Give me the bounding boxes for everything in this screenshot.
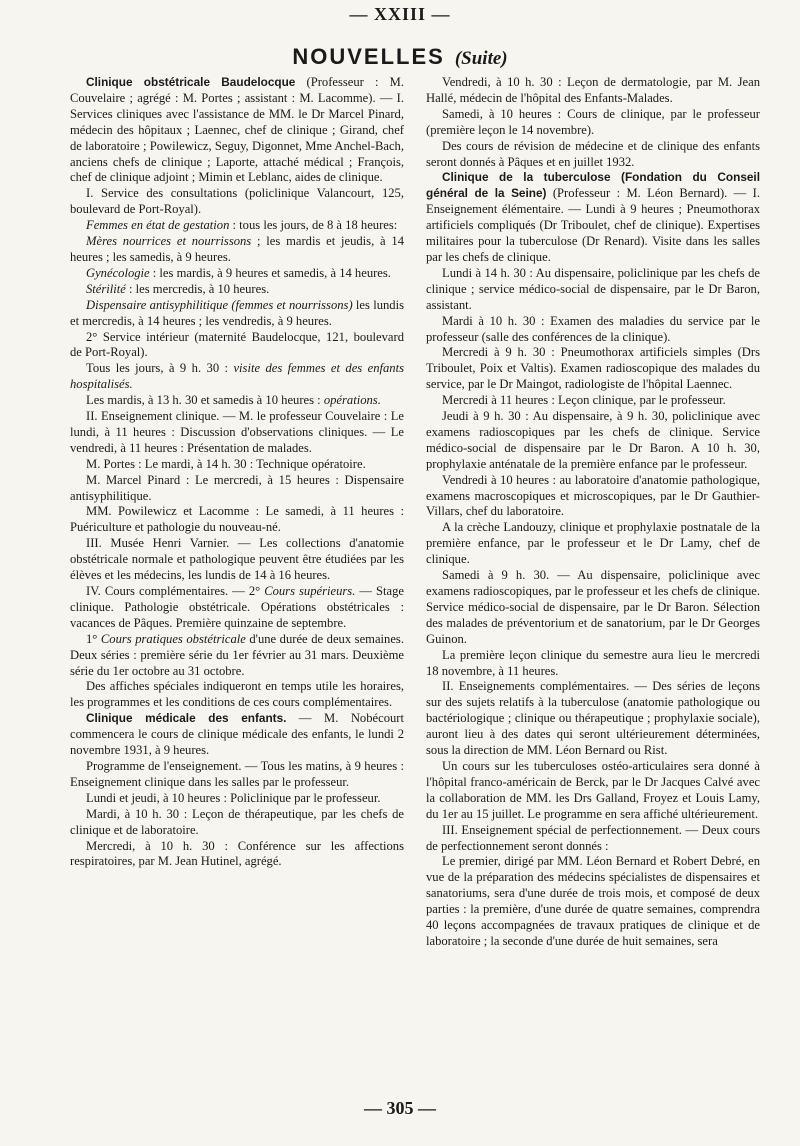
paragraph: Le premier, dirigé par MM. Léon Bernard et Robert Debré, en vue de la préparation des médecins spécialistes de dispensaires et sanatoriums, sera d'une durée de trois mois, et composé de deux parties : la première, d'une durée de quatre semaines, comprendra 40 leçons accompagnées de travaux pratiques de clinique et de laboratoire ; la seconde d'une durée de huit semaines, sera [426,854,760,948]
italic-text: Femmes en état de gestation [86,218,230,233]
paragraph: Samedi à 9 h. 30. — Au dispensaire, policlinique avec examens radioscopiques, par le professeur et les chefs de clinique. Service médico-social de dispensaire, par le Dr Baron. Sélection des malades de préventorium et de sanatorium, par le Dr Georges Guinon. [426,568,760,646]
paragraph: III. Enseignement spécial de perfectionnement. — Deux cours de perfectionnement seront donnés : [426,822,760,853]
paragraph: Samedi, à 10 heures : Cours de clinique, par le professeur (première leçon le 14 novembre). [426,106,760,137]
paragraph-text: (Professeur : M. Couvelaire ; agrégé : M. Portes ; assistant : M. Lacomme). — I. Services cliniques avec l'assistance de MM. le Dr Marcel Pinard, médecin des hôpitaux ; Laennec, chef de clinique ; Girand, chef de laboratoire ; Powilewicz, Seguy, Digonnet, Mme Anchel-Bach, anciens chefs de clinique ; Laporte, attaché médical ; François, chef de clinique adjoint ; Mimin et Leblanc, aides de clinique. [70,75,404,185]
paragraph [70,282,404,298]
italic-text: Gynécologie [86,265,150,280]
paragraph-text: — Stage clinique. Pathologie obstétricale. Opérations obstétricales : vacances de Pâques. Première quinzaine de septembre. [70,584,404,630]
paragraph: II. Enseignements complémentaires. — Des séries de leçons sur des sujets relatifs à la tuberculose (anatomie pathologique ou bactériologique ; clinique ou thérapeutique ; prophylaxie sociale), auront lieu à des dates qui seront ultérieurement déterminées, sous la direction de MM. Léon Bernard ou Rist. [426,679,760,758]
paragraph-text: Tous les jours, à 9 h. 30 : [86,361,234,376]
paragraph: Des cours de révision de médecine et de clinique des enfants seront donnés à Pâques et en juillet 1932. [426,138,760,169]
paragraph: Lundi et jeudi, à 10 heures : Policlinique par le professeur. [86,790,381,805]
paragraph: A la crèche Landouzy, clinique et prophylaxie postnatale de la première enfance, par le professeur et le Dr Lamy, chef de clinique. [426,520,760,567]
paragraph: Programme de l'enseignement. — Tous les matins, à 9 heures : Enseignement clinique dans les salles par le professeur. [70,758,404,789]
italic-text: Cours pratiques obstétricale [100,631,246,646]
paragraph [70,218,404,234]
paragraph-text: Les mardis, à 13 h. 30 et samedis à 10 heures : [86,393,324,408]
paragraph [70,711,404,759]
paragraph: Mercredi, à 10 h. 30 : Conférence sur les affections respiratoires, par M. Jean Hutinel, agrégé. [70,838,404,869]
section-heading: Clinique obstétricale Baudelocque [86,75,296,89]
paragraph [70,234,404,266]
italic-text: Dispensaire antisyphilitique (femmes et nourrissons) [86,297,353,312]
italic-text: Stérilité [86,281,126,296]
page-number: — 305 — [364,1098,436,1118]
paragraph: I. Service des consultations (policlinique Valancourt, 125, boulevard de Port-Royal). [70,186,404,217]
italic-text: Cours supérieurs. [264,584,356,598]
paragraph [70,584,404,632]
paragraph-text: — M. Nobécourt commencera le cours de clinique médicale des enfants, le lundi 2 novembre 1931, à 9 heures. [70,711,404,758]
paragraph: Vendredi à 10 heures : au laboratoire d'anatomie pathologique, examens macroscopiques et microscopiques, par le Dr Gauthier-Villars, chef du laboratoire. [426,472,760,519]
paragraph-text: d'une durée de deux semaines. Deux séries : première série du 1er février au 31 mars. Deuxième série du 1er octobre au 31 octobre. [70,631,404,678]
paragraph: Vendredi, à 10 h. 30 : Leçon de dermatologie, par M. Jean Hallé, médecin de l'hôpital des Enfants-Malades. [426,75,760,105]
paragraph-text: (Professeur : M. Léon Bernard). — I. Enseignement élémentaire. — Lundi à 9 heures ; Pneumothorax artificiels compliqués (Dr Triboulet, chef de clinique). Expertises militaires pour la tuberculose (Dr Renard). Visite dans les salles par les chefs de clinique. [426,186,760,264]
paragraph: Des affiches spéciales indiqueront en temps utile les horaires, les programmes et les conditions de ces cours complémentaires. [70,679,404,710]
paragraph [70,266,404,282]
title-suffix: (Suite) [454,48,508,69]
paragraph-text: : les mercredis, à 10 heures. [125,281,270,296]
paragraph: Un cours sur les tuberculoses ostéo-articulaires sera donné à l'hôpital franco-américain de Berck, par le Dr Jacques Calvé avec la collaboration de MM. les Drs Galland, Froyez et Louis Lamy, du 1er au 15 juillet. Le programme en sera affiché ultérieurement. [426,758,760,821]
paragraph-text: ; les mardis et jeudis, à 14 heures ; les samedis, à 9 heures. [70,234,404,264]
paragraph [70,75,404,186]
italic-text: opérations. [323,393,381,408]
paragraph [70,632,404,680]
paragraph-text: les lundis et mercredis, à 14 heures ; les vendredis, à 9 heures. [70,297,404,328]
paragraph: M. Portes : Le mardi, à 14 h. 30 : Technique opératoire. [86,456,366,471]
paragraph-text: : les mardis, à 9 heures et samedis, à 14 heures. [149,265,391,280]
paragraph: MM. Powilewicz et Lacomme : Le samedi, à 11 heures : Puériculture et pathologie du nouveau-né. [70,504,404,535]
section-heading: Clinique de la tuberculose (Fondation du Conseil général de la Seine) [426,170,760,201]
paragraph-text: IV. Cours complémentaires. — 2° [86,584,265,598]
left-column [70,75,404,870]
right-column [426,75,760,950]
paragraph: Lundi à 14 h. 30 : Au dispensaire, policlinique par les chefs de clinique ; service médico-social de dispensaire, par le Dr Baron, assistant. [426,265,760,312]
paragraph: Mardi à 10 h. 30 : Examen des maladies du service par le professeur (salle des conférences de la clinique). [426,313,760,344]
paragraph: La première leçon clinique du semestre aura lieu le mercredi 18 novembre, à 11 heures. [426,647,760,678]
paragraph: Jeudi à 9 h. 30 : Au dispensaire, à 9 h. 30, policlinique avec examens radioscopiques par les chefs de clinique. Service médico-social de dispensaire par le Dr Baron. A 10 h. 30, prophylaxie anténatale de la première enfance par le professeur. [426,409,760,471]
paragraph: II. Enseignement clinique. — M. le professeur Couvelaire : Le lundi, à 11 heures : Discussion d'observations cliniques. — Le vendredi, à 11 heures : Présentation de malades. [70,409,404,455]
paragraph: M. Marcel Pinard : Le mercredi, à 15 heures : Dispensaire antisyphilitique. [70,472,404,503]
paragraph-text: 1° [86,631,101,646]
italic-text: Mères nourrices et nourrissons [86,234,252,249]
paragraph-text: : tous les jours, de 8 à 18 heures: [229,218,398,233]
paragraph: Mercredi à 9 h. 30 : Pneumothorax artificiels simples (Drs Triboulet, Poix et Valtis). Examen radioscopique des malades du service, par le Dr Maingot, radiologiste de l'hôpital Laennec. [426,345,760,392]
paragraph [426,170,760,265]
paragraph: Mercredi à 11 heures : Leçon clinique, par le professeur. [442,393,726,408]
page-title [0,44,800,70]
page-number-roman: — XXIII — [349,4,451,24]
paragraph [70,298,404,330]
paragraph: 2° Service intérieur (maternité Baudelocque, 121, boulevard de Port-Royal). [70,329,404,360]
title-main: NOUVELLES [292,44,445,69]
paragraph [70,393,404,409]
paragraph: III. Musée Henri Varnier. — Les collections d'anatomie obstétricale normale et pathologique peuvent être étudiées par les élèves et les médecins, les lundis de 14 à 16 heures. [70,536,404,583]
section-heading: Clinique médicale des enfants. [86,711,287,726]
italic-text: visite des femmes et des enfants hospitalisés. [70,361,404,392]
paragraph: Mardi, à 10 h. 30 : Leçon de thérapeutique, par les chefs de clinique et de laboratoire. [70,806,404,837]
paragraph [70,361,404,393]
